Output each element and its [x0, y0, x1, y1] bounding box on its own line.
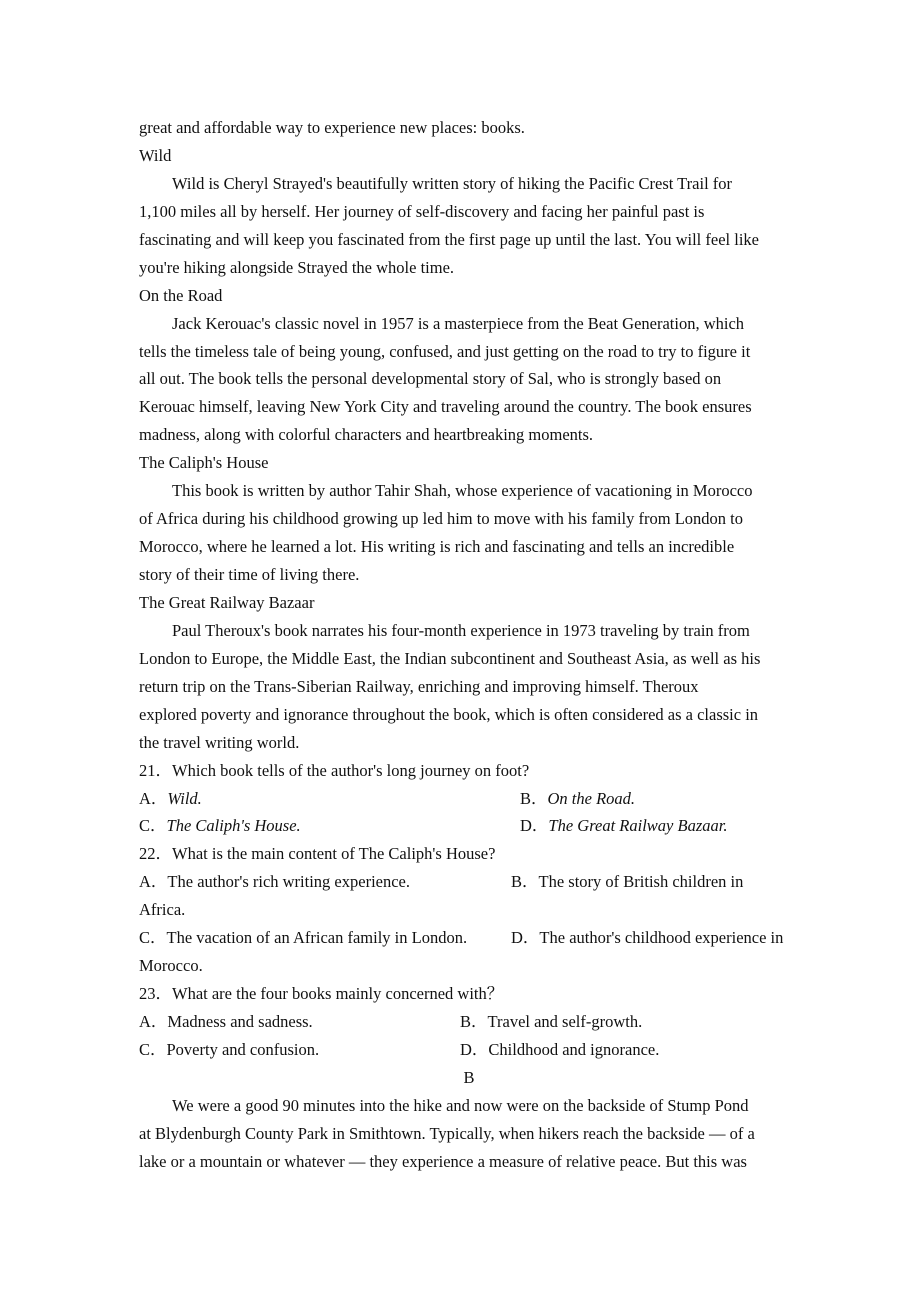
passage-b-line: lake or a mountain or whatever — they experience a measure of relative peace. But this was: [139, 1151, 747, 1171]
option-21-d[interactable]: D．The Great Railway Bazaar.: [520, 816, 728, 836]
question-22-options-row2: [139, 924, 799, 952]
question-21-options-row1: [139, 785, 799, 813]
question-22-stem: 22．What is the main content of The Caliph's House?: [139, 844, 496, 864]
question-21-stem: 21．Which book tells of the author's long journey on foot?: [139, 760, 530, 780]
book-wild-line: 1,100 miles all by herself. Her journey of self-discovery and facing her painful past is: [139, 201, 705, 221]
book-railway-line: London to Europe, the Middle East, the Indian subcontinent and Southeast Asia, as well as his: [139, 648, 761, 668]
question-23-options-row2: [139, 1036, 799, 1064]
book-title-caliphs-house: The Caliph's House: [139, 453, 269, 473]
book-wild-line: fascinating and will keep you fascinated from the first page up until the last. You will feel like: [139, 229, 759, 249]
page-content: [139, 114, 799, 1176]
book-road-line: tells the timeless tale of being young, confused, and just getting on the road to try to figure it: [139, 341, 751, 361]
book-road-line: Kerouac himself, leaving New York City and traveling around the country. The book ensures: [139, 397, 752, 417]
book-railway-line: Paul Theroux's book narrates his four-month experience in 1973 traveling by train from: [172, 620, 750, 640]
book-title-wild: Wild: [139, 145, 172, 165]
question-22-options-row1: [139, 868, 799, 896]
option-23-a[interactable]: A．Madness and sadness.: [139, 1012, 313, 1031]
book-wild-line: you're hiking alongside Strayed the whole time.: [139, 257, 455, 277]
option-22-d-continued: Morocco.: [139, 956, 203, 976]
book-caliph-line: This book is written by author Tahir Shah, whose experience of vacationing in Morocco: [172, 481, 753, 501]
book-road-line: madness, along with colorful characters and heartbreaking moments.: [139, 425, 594, 445]
option-21-b[interactable]: B．On the Road.: [520, 788, 636, 808]
option-22-c[interactable]: C．The vacation of an African family in London.: [139, 928, 468, 948]
option-22-b-continued: Africa.: [139, 900, 186, 920]
option-22-b[interactable]: B．The story of British children in: [511, 872, 744, 892]
book-caliph-line: Morocco, where he learned a lot. His writing is rich and fascinating and tells an incredible: [139, 537, 735, 557]
option-23-d[interactable]: D．Childhood and ignorance.: [460, 1039, 660, 1059]
book-road-line: all out. The book tells the personal developmental story of Sal, who is strongly based on: [139, 369, 722, 389]
book-wild-line: Wild is Cheryl Strayed's beautifully written story of hiking the Pacific Crest Trail for: [172, 173, 733, 193]
question-23-stem: 23．What are the four books mainly concerned with？: [139, 984, 504, 1004]
book-title-on-the-road: On the Road: [139, 285, 223, 305]
option-22-a[interactable]: A．The author's rich writing experience.: [139, 872, 411, 892]
option-21-a[interactable]: A．Wild.: [139, 788, 202, 808]
option-23-c[interactable]: C．Poverty and confusion.: [139, 1039, 320, 1059]
book-railway-line: return trip on the Trans-Siberian Railway, enriching and improving himself. Theroux: [139, 676, 699, 696]
passage-b-line: We were a good 90 minutes into the hike and now were on the backside of Stump Pond: [172, 1095, 749, 1115]
passage-b-line: at Blydenburgh County Park in Smithtown. Typically, when hikers reach the backside — of a: [139, 1123, 755, 1143]
intro-tail: great and affordable way to experience new places: books.: [139, 118, 525, 137]
book-caliph-line: of Africa during his childhood growing up led him to move with his family from London to: [139, 509, 744, 529]
book-railway-line: explored poverty and ignorance throughout the book, which is often considered as a classic in: [139, 704, 759, 724]
option-22-d[interactable]: D．The author's childhood experience in: [511, 928, 784, 948]
option-21-c[interactable]: C．The Caliph's House.: [139, 816, 301, 836]
book-title-great-railway-bazaar: The Great Railway Bazaar: [139, 592, 315, 612]
book-road-line: Jack Kerouac's classic novel in 1957 is a masterpiece from the Beat Generation, which: [172, 313, 745, 333]
question-23-options-row1: [139, 1008, 799, 1036]
book-railway-line: the travel writing world.: [139, 732, 300, 752]
question-21-options-row2: [139, 812, 799, 840]
book-caliph-line: story of their time of living there.: [139, 565, 360, 584]
option-23-b[interactable]: B．Travel and self-growth.: [460, 1012, 643, 1031]
passage-b-heading: B: [463, 1067, 475, 1087]
